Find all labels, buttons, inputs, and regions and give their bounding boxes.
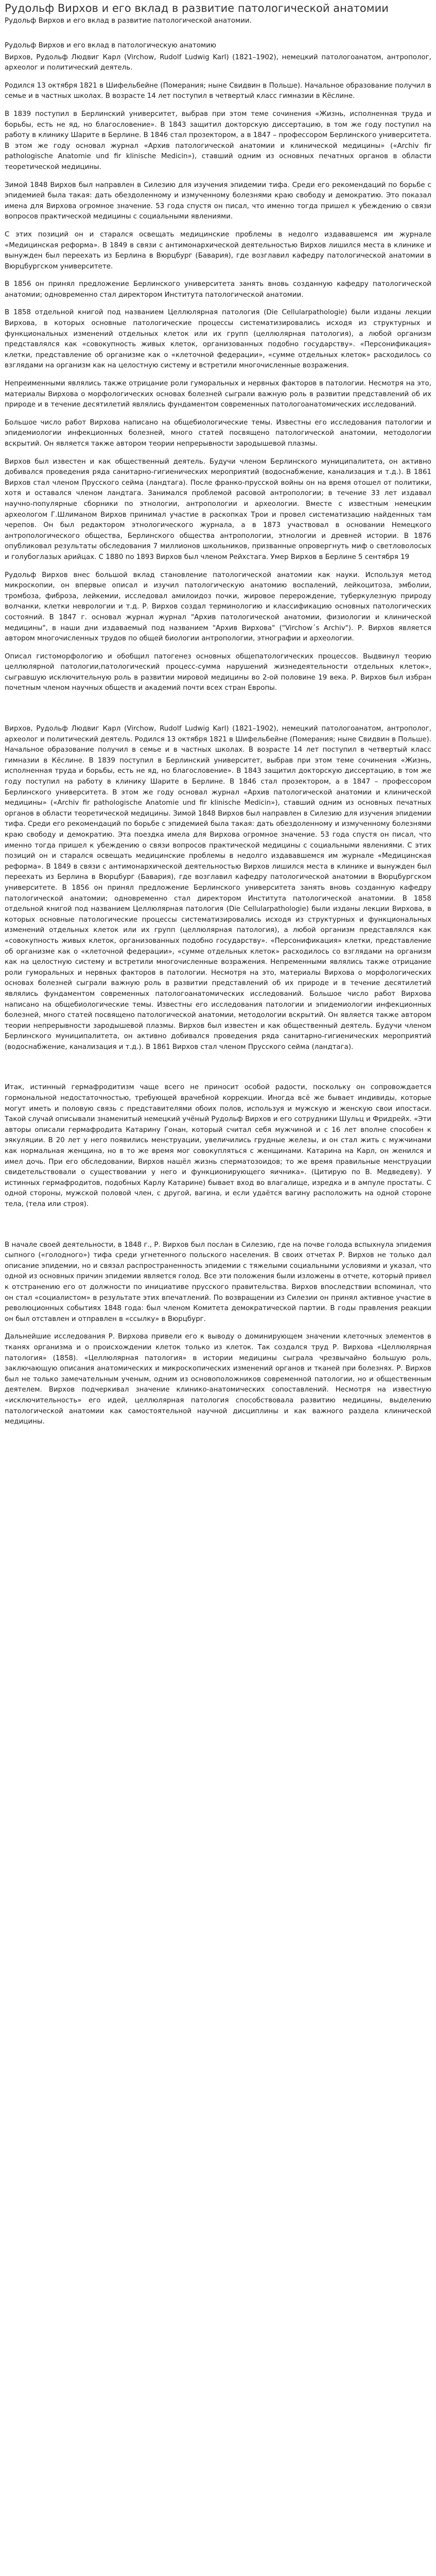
section-2-paragraph: Вирхов, Рудольф Людвиг Карл (Virchow, Rudolf Ludwig Karl) (1821–1902), немецкий патологоанатом, антрополог, археолог и политический деятель. Родился 13 октября 1821 в Шифельбейне (Померания; ныне Свидвин в Польше). Начальное образование получил в семье и в частных школах. В возрасте 14 лет поступил в четвертый класс гимназии в Кёслине. В 1839 поступил в Берлинский университет, выбрав при этом теме сочинения «Жизнь, исполненная труда и борьбы, есть не яд, но благословение». В 1843 защитил докторскую диссертацию, в том же году поступил на работу в клинику Шарите в Берлине. В 1846 стал прозектором, а в 1847 – профессором Берлинского университета. В этом же году основал журнал «Архив патологической анатомии и клинической медицины» («Archiv fir pathologische Anatomie und fir klinische Medicin»), ставший одним из основных печатных органов в области теоретической медицины. Зимой 1848 Вирхов был направлен в Силезию для изучения эпидемии тифа. Среди его рекомендаций по борьбе с эпидемией была такая: дать обездоленному и измученному болезнями краю свободу и демократию. Эта поездка имела для Вирхова огромное значение. 53 года спустя он писал, что именно тогда пришел к убеждению о связи вопросов практической медицины с социальными явлениями. С этих позиций он и старался освещать медицинские проблемы в недолго издававшемся им журнале «Медицинская реформа». В 1849 в связи с антимонархической деятельностью Вирхов лишился места в клинике и вынужден был переехать из Берлина в Вюрцбург (Бавария), где возглавил кафедру патологической анатомии в Вюрцбургском университете. В 1856 он принял предложение Берлинского университета занять вновь созданную кафедру патологической анатомии; одновременно стал директором Института патологической анатомии. В 1858 отдельной книгой под названием Целлюлярная патология (Die Cellularpathologie) были изданы лекции Вирхова, в которых основные патологические процессы систематизировались исходя из структурных и функциональных изменений отдельных клеток или их групп (целлюлярная патология), а любой организм представлялся как «совокупность живых клеток, организованных подобно государству». «Персонификация» клетки, представление об организме как о «клеточной федерации», «сумме отдельных клеток» расходилось со взглядами на организм как на целостную систему и встретили многочисленные возражения. Непременными являлись также отрицание роли гуморальных и нервных факторов в патологии. Несмотря на это, материалы Вирхова о морфологических основах болезней сыграли важную роль в развитии представлений об их природе и в течение десятилетий являлись фундаментом современных патологоанатомических исследований. Большое число работ Вирхова написано на общебиологические темы. Известны его исследования патологии и эпидемиологии инфекционных болезней, много статей посвящено патологической анатомии, методологии вскрытий. Он является также автором теории непрерывности зародышевой плазмы. Вирхов был известен и как общественный деятель. Будучи членом Берлинского муниципалитета, он активно добивался проведения ряда санитарно-гигиенических мероприятий (водоснабжение, канализация и т.д.). В 1861 Вирхов стал членом Прусского сейма (ландтага). (5, 725, 431, 1051)
section-spacer (5, 1217, 431, 1240)
section-1-paragraph: Описал гистоморфологию и обобщил патогенез основных общепатологических процессов. Выдвинул теорию целлюлярной патологии,патологический процесс-сумма нарушений жизнедеятельности отдельных клеток», сыгравшую исключительную роль в развитии мировой медицины во 2-ой половине 19 века. Р. Вирхов был избран почетным членом научных обществ и академий почти всех стран Европы. (5, 652, 431, 692)
section-1-paragraph: Большое число работ Вирхова написано на общебиологические темы. Известны его исследования патологии и эпидемиологии инфекционных болезней, много статей посвящено патологической анатомии, методологии вскрытий. Он является также автором теории непрерывности зародышевой плазмы. (5, 418, 431, 448)
section-1-paragraph: С этих позиций он и старался освещать медицинские проблемы в недолго издававшемся им журнале «Медицинская реформа». В 1849 в связи с антимонархической деятельностью Вирхов лишился места в клинике и вынужден был переехать из Берлина в Вюрцбург (Бавария), где возглавил кафедру патологической анатомии в Вюрцбургском университете. (5, 230, 431, 270)
section-1-paragraph: Родился 13 октября 1821 в Шифельбейне (Померания; ныне Свидвин в Польше). Начальное образование получил в семье и в частных школах. В возрасте 14 лет поступил в четвертый класс гимназии в Кёслине. (5, 81, 431, 100)
section-3-paragraph: Итак, истинный гермафродитизм чаще всего не приносит особой радости, поскольку он сопровождается гормональной недостаточностью, требующей врачебной коррекции. Иногда всё же бывает индивиды, которые могут иметь и половую связь с представителями обоих полов, используя и мужскую и женскую свои ипостаси. Такой случай описывали знаменитый немецкий учёный Рудольф Вирхов и его сотрудники Шульц и Фридрейх. «Эти авторы описали гермафродита Катарину Гонан, который считал себя мужчиной и с 16 лет вполне способен к эякуляции. В 20 лет у него появились менструации, увеличились грудные железы, и он стал жить с мужчинами как нормальная женщина, но в то же время мог совокупляться с женщинами. Катарина на Карл, он женился и имел дочь. При его обследовании, Вирхов нашёл жизнь сперматозоидов; то же время правильные менструации свидетельствовали о существовании у него и функционирующего яичника». (Цитирую по В. Медведеву). У истинных гермафродитов, подобных Карлу Катарине) бывает вход во влагалище, изредка и в ампуле простаты. С одной стороны, мужской половой член, с другой, вагина, и если удаётся вагину расположить на одной стороне тела, (тела или строя). (5, 1083, 431, 1208)
page-subtitle: Рудольф Вирхов и его вклад в развитие патологической анатомии. (5, 17, 252, 25)
section-1-paragraph: Вирхов был известен и как общественный деятель. Будучи членом Берлинского муниципалитета, он активно добивался проведения ряда санитарно-гигиенических мероприятий (водоснабжение, канализация и т.д.). В 1861 Вирхов стал членом Прусского сейма (ландтага). После франко-прусской войны он на время отошел от политики, хотя и оставался членом ландтага. Занимался проблемой расовой антропологии; в течение 33 лет издавал научно-популярные сборники по этнологии, антропологии и археологии. Вместе с известным немецким археологом Г.Шлиманом Вирхов принимал участие в раскопках Трои и провел систематизацию найденных там черепов. Он был редактором этнологического журнала, а в 1873 участвовал в основании Немецкого антропологического общества, Берлинского общества антропологии, этнологии и древней истории. В 1876 опубликовал результаты обследования 7 миллионов школьников, призванные опровергнуть миф о светловолосых и голубоглазых арийцах. С 1880 по 1893 Вирхов был членом Рейхстага. Умер Вирхов в Берлине 5 сентября 19 (5, 457, 431, 561)
section-2 (5, 724, 431, 1053)
section-1-paragraph: Вирхов, Рудольф Людвиг Карл (Virchow, Rudolf Ludwig Karl) (1821–1902), немецкий патологоанатом, антрополог, археолог и политический деятель. (5, 53, 431, 72)
section-1-heading: Рудольф Вирхов и его вклад в патологическую анатомию (5, 42, 217, 49)
section-1-paragraph: В 1856 он принял предложение Берлинского университета занять вновь созданную кафедру патологической анатомии; одновременно стал директором Института патологической анатомии. (5, 280, 431, 299)
section-4-paragraph: Дальнейшие исследования Р. Вирхова привели его к выводу о доминирующем значении клеточных элементов в тканях организма и о происхождении клеток только из клеток. Так создался труд Р. Вирхова «Целлюлярная патология» (1858). «Целлюлярная патология» в истории медицины сыграла чрезвычайно большую роль, заключающую описания анатомических и микроскопических изменений органов и тканей при болезнях. Р. Вирхов был не только замечательным ученым, одним из основоположников современной патологии, но и общественным деятелем. Вирхов подчеркивал значение клинико-анатомических сопоставлений. Несмотря на известную «исключительность» его идей, целлюлярная патология способствовала развитию медицины, выделению патологической анатомии как самостоятельной научной дисциплины и как важного раздела клинической медицины. (5, 1333, 431, 1426)
section-4-paragraph: В начале своей деятельности, в 1848 г., Р. Вирхов был послан в Силезию, где на почве голода вспыхнула эпидемия сыпного («голодного») тифа среди угнетенного польского населения. В своих отчетах Р. Вирхов не только дал описание эпидемии, но и связал распространенность эпидемии с тяжелыми социальными условиями и указал, что одной из основных причин эпидемии является голод. Все эти положения были изложены в отчете, который привел к отстранению его от должности по инициативе прусского правительства. Вирхов впоследствии вспоминал, что он стал «социалистом» в результате этих впечатлений. По возвращении из Силезии он принял активное участие в революционных событиях 1848 года: был членом Комитета демократической партии. В годы правления реакции он был отставлен и отправлен в «ссылку» в Вюрцбург. (5, 1241, 431, 1323)
section-1-paragraph: Рудольф Вирхов внес большой вклад становление патологической анатомии как науки. Используя метод микроскопии, он впервые описал и изучил патологическую анатомию воспалений, лейкоцитоза, эмболии, тромбоза, фиброза, лейкемии, исследовал амилоидоз почки, жировое перерождение, туберкулезную природу волчанки, клетки неврологии и т.д. Р. Вирхов создал терминологию и классификацию основных патологических состояний. В 1847 г. основал журнал журнал "Архив патологической анатомии, физиологии и клинической медицины", в наши дни издаваемый под названием "Архив Вирхова" ("Virchow´s Archiv"). Р. Вирхов является автором многочисленных трудов по общей биологии антропологии, этнографии и археологии. (5, 571, 431, 643)
page-title: Рудольф Вирхов и его вклад в развитие патологической анатомии (5, 2, 389, 14)
section-3 (5, 1082, 431, 1210)
section-1-paragraph: Непреименными являлись также отрицание роли гуморальных и нервных факторов в патологии. Несмотря на это, материалы Вирхова о морфологических основах болезней сыграли важную роль в развитии представлений об их природе и в течение десятилетий являлись фундаментом современных патологоанатомических исследований. (5, 380, 431, 409)
section-4 (5, 1240, 431, 1428)
section-1 (5, 41, 431, 694)
document-page (0, 2, 436, 2576)
section-1-paragraph: В 1839 поступил в Берлинский университет, выбрав при этом теме сочинения «Жизнь, исполненная труда и борьбы, есть не яд, но благословение». В 1843 защитил докторскую диссертацию, в том же году поступил на работу в клинику Шарите в Берлине. В 1846 стал прозектором, а в 1847 – профессором Берлинского университета. В этом же году основал журнал «Архив патологической анатомии и клинической медицины» («Archiv fir pathologische Anatomie und fir klinische Medicin»), ставший одним из основных печатных органов в области теоретической медицины. (5, 110, 431, 171)
section-spacer (5, 701, 431, 724)
section-spacer (5, 1060, 431, 1082)
section-1-paragraph: В 1858 отдельной книгой под названием Целлюлярная патология (Die Cellularpathologie) были изданы лекции Вирхова, в которых основные патологические процессы систематизировались исходя из структурных и функциональных изменений отдельных клеток или их групп (целлюлярная патология), а любой организм представлялся как «совокупность живых клеток, организованных подобно государству». «Персонификация» клетки, представление об организме как о «клеточной федерации», «сумме отдельных клеток» расходилось со взглядами на организм как на целостную систему и встретили многочисленные возражения. (5, 309, 431, 370)
section-1-paragraph: Зимой 1848 Вирхов был направлен в Силезию для изучения эпидемии тифа. Среди его рекомендаций по борьбе с эпидемией была такая: дать обездоленному и измученному болезнями краю свободу и демократию. Это показал имена для Вирхова огромное значение. 53 года спустя он писал, что именно тогда пришел к убеждению о связи вопросов практической медицины с социальными явлениями. (5, 181, 431, 221)
